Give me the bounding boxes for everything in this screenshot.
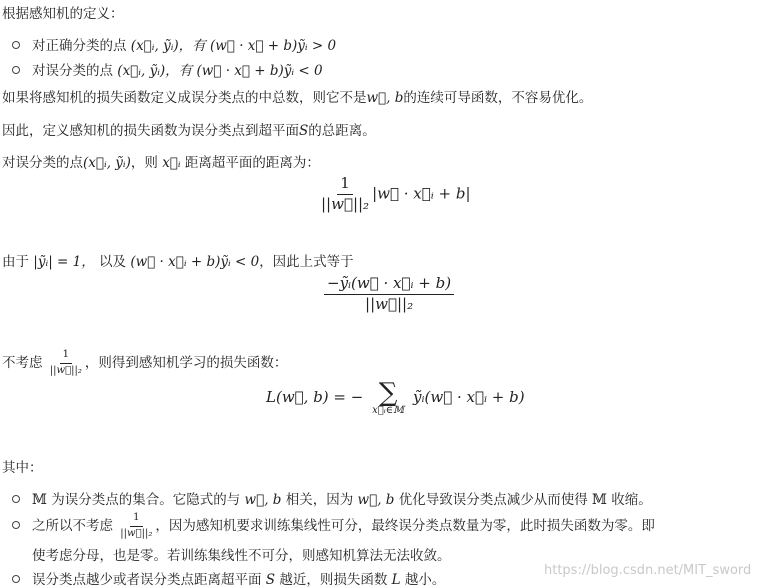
bullet-icon [12, 66, 20, 74]
math-wb: w⃗, b [357, 492, 395, 508]
fraction-numerator: 1 [130, 513, 142, 527]
math-M: 𝕄 [32, 492, 47, 508]
math-M: 𝕄 [592, 492, 607, 508]
summation [372, 380, 404, 416]
math-wb: w⃗, b [244, 492, 282, 508]
bullet-wrong [12, 59, 323, 79]
text: 收缩。 [611, 492, 652, 508]
fraction-numerator: −ỹᵢ(w⃗ · x⃗ᵢ + b) [324, 276, 454, 295]
bullet-icon [12, 575, 20, 583]
fraction-denominator: ||w⃗||₂ [120, 527, 153, 539]
math-S: S [265, 572, 276, 588]
summation-subscript: x⃗ᵢ∈𝕄 [372, 405, 405, 416]
fraction-denominator: ||w⃗||₂ [365, 294, 414, 313]
bullet-icon [12, 495, 20, 503]
watermark: https://blog.csdn.net/MIT_sword [544, 563, 752, 578]
para3-text-c: 距离超平面的距离为： [184, 155, 320, 171]
inline-fraction [47, 350, 85, 376]
bullet-correct [12, 34, 336, 54]
fraction [324, 276, 454, 313]
fraction-denominator: ||w⃗||₂ [321, 194, 370, 213]
para5-text-b: ，则得到感知机学习的损失函数： [84, 355, 288, 371]
para3-text-a: 对误分类的点 [2, 155, 83, 171]
text: 为误分类点的集合。它隐式的与 [51, 492, 241, 508]
para2-text-b: 的总距离。 [308, 123, 376, 139]
text: 优化导致误分类点减少从而使得 [398, 492, 588, 508]
loss-rhs: ỹᵢ(w⃗ · x⃗ᵢ + b) [413, 388, 525, 406]
fraction-denominator: ||w⃗||₂ [49, 364, 82, 376]
para4-text-a: 由于 [2, 254, 29, 270]
para3-math-2: x⃗ᵢ [162, 155, 181, 171]
paragraph-5 [2, 350, 287, 376]
math-L: L [391, 572, 401, 588]
bullet-math: (x⃗ᵢ, ỹᵢ)，有 (w⃗ · x⃗ + b)ỹᵢ < 0 [117, 63, 323, 79]
bullet-text: 对误分类的点 [32, 63, 113, 79]
intro-text: 根据感知机的定义： [2, 6, 124, 22]
paragraph-4 [2, 250, 354, 270]
bullet-fewer-errors [12, 568, 445, 588]
bullet-set-M [12, 488, 652, 508]
bullet-icon [12, 521, 20, 529]
equation-distance [318, 176, 471, 213]
paragraph-3 [2, 151, 320, 171]
loss-lhs: L(w⃗, b) = − [266, 388, 364, 406]
para3-math-1: (x⃗ᵢ, ỹᵢ) [83, 155, 131, 171]
para4-text-c: ，因此上式等于 [259, 254, 354, 270]
para3-text-b: ，则 [130, 155, 158, 171]
equation-loss [266, 380, 525, 416]
bullet-continuation: 使考虑分母，也是零。若训练集线性不可分，则感知机算法无法收敛。 [32, 548, 451, 564]
bullet-math: (x⃗ᵢ, ỹᵢ)，有 (w⃗ · x⃗ + b)ỹᵢ > 0 [130, 38, 337, 54]
bullet-text: 对正确分类的点 [32, 38, 127, 54]
fraction [318, 176, 372, 213]
text: ，因为感知机要求训练集线性可分，最终误分类点数量为零，此时损失函数为零。即 [155, 518, 655, 534]
text: 误分类点越少或者误分类点距离超平面 [32, 572, 262, 588]
para4-math-2: (w⃗ · x⃗ᵢ + b)ỹᵢ < 0 [130, 254, 260, 270]
text: 相关，因为 [285, 492, 354, 508]
para2-text-a: 因此，定义感知机的损失函数为误分类点到超平面 [2, 123, 299, 139]
paragraph-1 [2, 86, 592, 106]
para2-math: S [299, 123, 309, 139]
para1-text-a: 如果将感知机的损失函数定义成误分类点的中总数，则它不是 [2, 90, 367, 106]
inline-fraction [117, 513, 155, 539]
equation-distance-simplified [324, 276, 454, 313]
bullet-ignore-norm [12, 513, 655, 539]
text: 越小。 [404, 572, 446, 588]
para5-text-a: 不考虑 [2, 355, 43, 371]
text: 之所以不考虑 [32, 518, 113, 534]
para1-math: w⃗, b [366, 90, 404, 106]
text: 越近，则损失函数 [279, 572, 388, 588]
para4-math-1: |ỹᵢ| = 1， [33, 254, 95, 270]
para4-text-b: 以及 [99, 254, 127, 270]
equation-rest: |w⃗ · x⃗ᵢ + b| [372, 184, 471, 203]
where-label: 其中： [2, 460, 43, 476]
bullet-icon [12, 41, 20, 49]
para1-text-b: 的连续可导函数，不容易优化。 [403, 90, 593, 106]
paragraph-2 [2, 119, 376, 139]
sigma-icon: ∑ [378, 378, 398, 408]
fraction-numerator: 1 [60, 350, 72, 364]
fraction-numerator: 1 [337, 176, 353, 195]
